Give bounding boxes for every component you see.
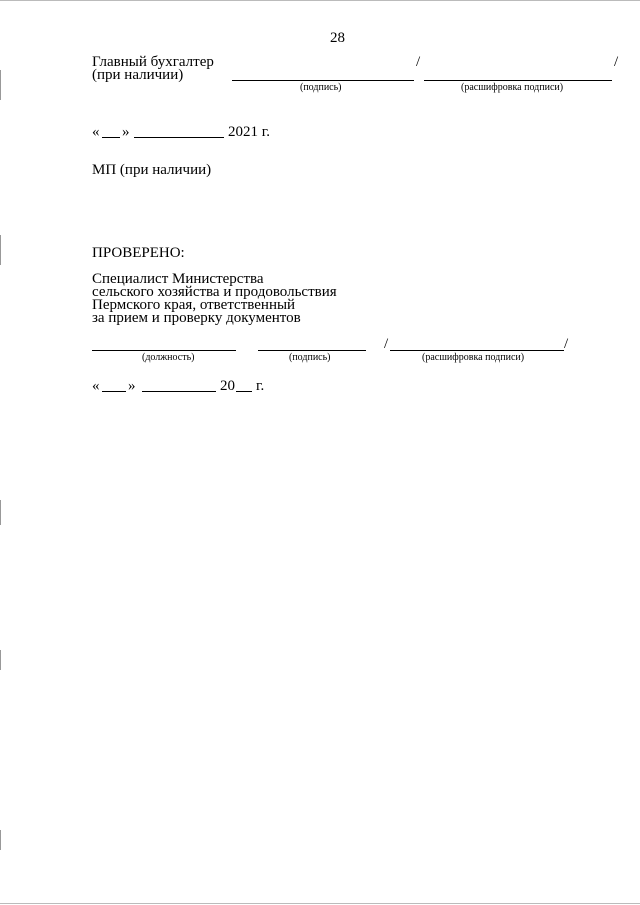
specialist-line: за прием и проверку документов (92, 310, 301, 326)
signature-line (232, 80, 414, 81)
decoding-line (424, 80, 612, 81)
year-blank (236, 391, 252, 392)
verified-heading: ПРОВЕРЕНО: (92, 245, 185, 261)
slash-separator: / (384, 336, 389, 352)
open-quote: « (92, 124, 100, 140)
left-scan-mark (0, 235, 1, 265)
page-number: 28 (330, 30, 345, 46)
signature-caption: (подпись) (289, 352, 331, 363)
open-quote: « (92, 378, 100, 394)
signature-caption: (подпись) (300, 82, 342, 93)
decoding-line (390, 350, 564, 351)
position-caption: (должность) (142, 352, 195, 363)
left-scan-mark (0, 830, 1, 850)
slash-separator: / (416, 54, 421, 70)
day-blank (102, 391, 126, 392)
specialist-line: Специалист Министерства (92, 271, 264, 287)
month-blank (134, 137, 224, 138)
position-line (92, 350, 236, 351)
left-scan-mark (0, 70, 1, 100)
slash-separator: / (564, 336, 569, 352)
chief-accountant-title: Главный бухгалтер (92, 54, 214, 70)
year-text: 2021 г. (228, 124, 270, 140)
decoding-caption: (расшифровка подписи) (422, 352, 525, 363)
top-scan-edge (0, 0, 640, 1)
bottom-scan-edge (0, 903, 640, 904)
stamp-note: МП (при наличии) (92, 162, 212, 178)
signature-line (258, 350, 366, 351)
chief-accountant-note: (при наличии) (92, 67, 184, 83)
close-quote: » (128, 378, 136, 394)
day-blank (102, 137, 120, 138)
year-prefix: 20 (220, 378, 235, 394)
month-blank (142, 391, 216, 392)
specialist-line: сельского хозяйства и продовольствия (92, 284, 337, 300)
left-scan-mark (0, 500, 1, 525)
slash-separator: / (614, 54, 619, 70)
decoding-caption: (расшифровка подписи) (461, 82, 564, 93)
left-scan-mark (0, 650, 1, 670)
year-suffix: г. (256, 378, 265, 394)
close-quote: » (122, 124, 130, 140)
specialist-line: Пермского края, ответственный (92, 297, 296, 313)
